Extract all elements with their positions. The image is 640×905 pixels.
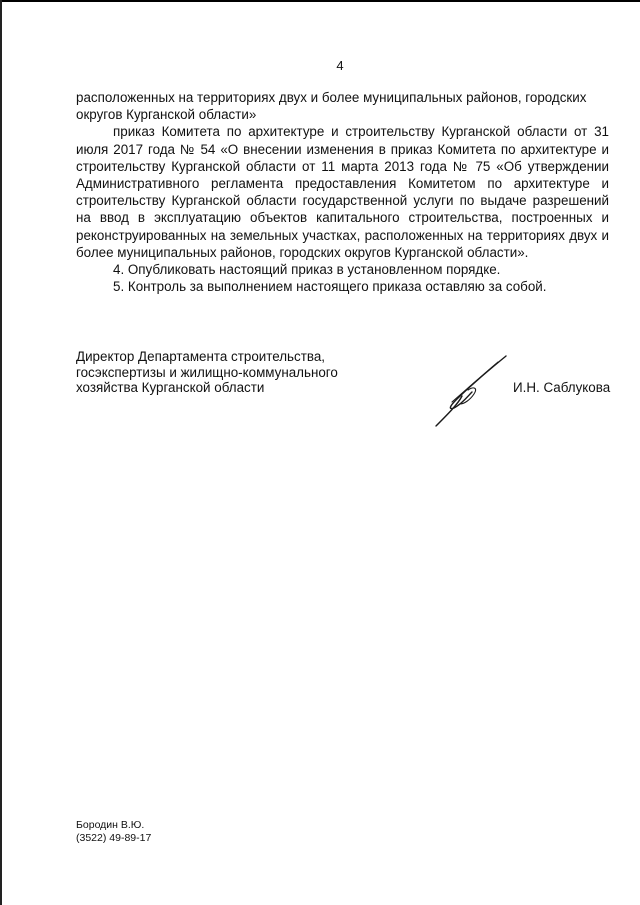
scan-left-edge: [0, 0, 2, 905]
executor-name: Бородин В.Ю.: [76, 819, 145, 831]
paragraph-item-5: 5. Контроль за выполнением настоящего приказа оставляю за собой.: [113, 279, 547, 295]
document-body: [76, 89, 609, 295]
paragraph-continuation: расположенных на территориях двух и более муниципальных районов, городских округов Курганской области»: [76, 90, 587, 123]
scan-top-edge: [0, 0, 640, 2]
position-line-2: госэкспертизы и жилищно-коммунального: [76, 364, 338, 380]
executor-phone: (3522) 49-89-17: [76, 832, 152, 844]
executor-contact: [76, 819, 151, 845]
paragraph-order-reference: приказ Комитета по архитектуре и строительству Курганской области от 31 июля 2017 года № 54 «О внесении изменения в приказ Комитета по архитектуре и строительству Курганской области от 11 марта 2013 года № 75 «Об утверждении Административного регламента предоставления Комитетом по архитектуре и строительству Курганской области государственной услуги по выдаче разрешений на ввод в эксплуатацию объектов капитального строительства, построенных и реконструированных на земельных участках, расположенных на территориях двух и более муниципальных районов, городских округов Курганской области».: [76, 124, 609, 260]
position-line-3: хозяйства Курганской области: [76, 380, 265, 395]
page-number: 4: [336, 58, 344, 73]
signatory-name: И.Н. Саблукова: [513, 380, 611, 395]
paragraph-item-4: 4. Опубликовать настоящий приказ в установленном порядке.: [113, 262, 501, 278]
handwritten-signature: [428, 352, 510, 428]
position-line-1: Директор Департамента строительства,: [76, 349, 325, 364]
